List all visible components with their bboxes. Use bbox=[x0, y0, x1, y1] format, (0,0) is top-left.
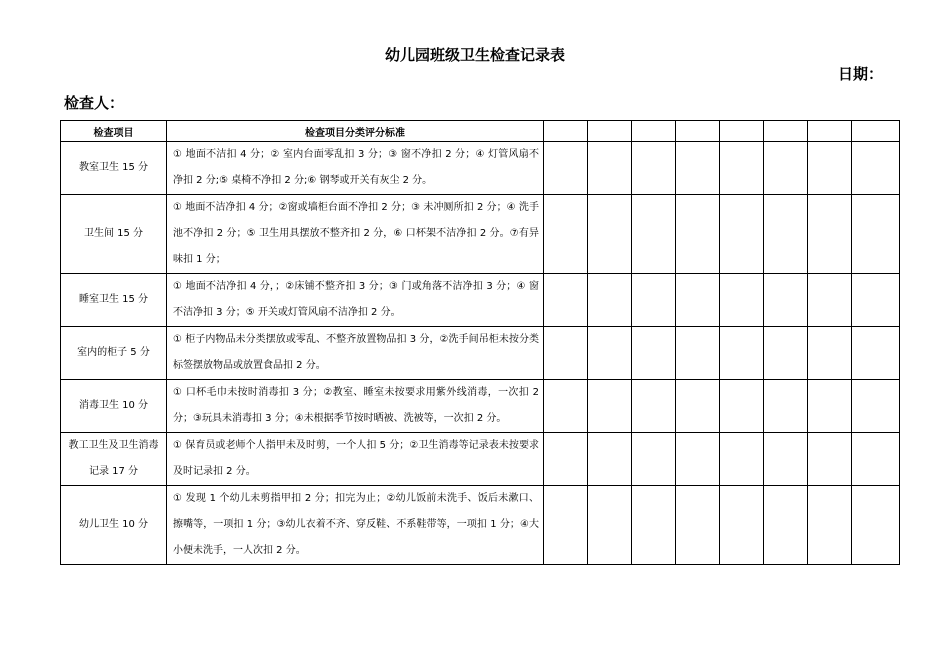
score-entry-cell[interactable] bbox=[544, 380, 588, 433]
inspection-item-cell: 卫生间 15 分 bbox=[61, 195, 167, 274]
header-blank-cell bbox=[720, 121, 764, 142]
date-label: 日期： bbox=[838, 65, 884, 83]
score-entry-cell[interactable] bbox=[632, 195, 676, 274]
score-entry-cell[interactable] bbox=[808, 380, 852, 433]
score-entry-cell[interactable] bbox=[632, 274, 676, 327]
header-blank-cell bbox=[632, 121, 676, 142]
score-entry-cell[interactable] bbox=[544, 142, 588, 195]
score-entry-cell[interactable] bbox=[544, 274, 588, 327]
score-entry-cell[interactable] bbox=[588, 142, 632, 195]
score-entry-cell[interactable] bbox=[676, 142, 720, 195]
table-row bbox=[61, 380, 900, 433]
header-blank-cell bbox=[676, 121, 720, 142]
score-entry-cell[interactable] bbox=[588, 380, 632, 433]
scoring-standard-cell: ① 口杯毛巾未按时消毒扣 3 分；②教室、睡室未按要求用紫外线消毒，一次扣 2 分；③玩具未消毒扣 3 分；④未根据季节按时晒被、洗被等，一次扣 2 分。 bbox=[167, 380, 544, 433]
score-entry-cell[interactable] bbox=[852, 274, 900, 327]
score-entry-cell[interactable] bbox=[852, 195, 900, 274]
header-item: 检查项目 bbox=[61, 121, 167, 142]
scoring-standard-cell: ① 发现 1 个幼儿未剪指甲扣 2 分；扣完为止；②幼儿饭前未洗手、饭后未漱口、擦嘴等，一项扣 1 分；③幼儿衣着不齐、穿反鞋、不系鞋带等，一项扣 1 分；④大小便未洗手，一人次扣 2 分。 bbox=[167, 486, 544, 565]
score-entry-cell[interactable] bbox=[764, 274, 808, 327]
score-entry-cell[interactable] bbox=[852, 327, 900, 380]
score-entry-cell[interactable] bbox=[852, 486, 900, 565]
score-entry-cell[interactable] bbox=[588, 327, 632, 380]
score-entry-cell[interactable] bbox=[676, 327, 720, 380]
score-entry-cell[interactable] bbox=[720, 433, 764, 486]
score-entry-cell[interactable] bbox=[544, 433, 588, 486]
score-entry-cell[interactable] bbox=[720, 486, 764, 565]
inspection-item-cell: 教工卫生及卫生消毒记录 17 分 bbox=[61, 433, 167, 486]
score-entry-cell[interactable] bbox=[808, 142, 852, 195]
score-entry-cell[interactable] bbox=[676, 274, 720, 327]
scoring-standard-cell: ① 地面不洁净扣 4 分；②窗或墙柜台面不净扣 2 分；③ 未冲厕所扣 2 分；④ 洗手池不净扣 2 分；⑤ 卫生用具摆放不整齐扣 2 分，⑥ 口杯架不洁净扣 2 分。⑦有异味扣 1 分； bbox=[167, 195, 544, 274]
score-entry-cell[interactable] bbox=[632, 433, 676, 486]
score-entry-cell[interactable] bbox=[808, 327, 852, 380]
score-entry-cell[interactable] bbox=[676, 195, 720, 274]
score-entry-cell[interactable] bbox=[676, 486, 720, 565]
inspection-table bbox=[60, 120, 900, 565]
score-entry-cell[interactable] bbox=[852, 142, 900, 195]
score-entry-cell[interactable] bbox=[588, 486, 632, 565]
header-blank-cell bbox=[852, 121, 900, 142]
score-entry-cell[interactable] bbox=[544, 486, 588, 565]
header-blank-cell bbox=[544, 121, 588, 142]
header-blank-cell bbox=[808, 121, 852, 142]
score-entry-cell[interactable] bbox=[676, 380, 720, 433]
score-entry-cell[interactable] bbox=[632, 380, 676, 433]
inspector-label: 检查人： bbox=[64, 94, 125, 112]
inspection-item-cell: 消毒卫生 10 分 bbox=[61, 380, 167, 433]
score-entry-cell[interactable] bbox=[720, 195, 764, 274]
score-entry-cell[interactable] bbox=[764, 486, 808, 565]
table-row bbox=[61, 274, 900, 327]
inspection-item-cell: 教室卫生 15 分 bbox=[61, 142, 167, 195]
page-title: 幼儿园班级卫生检查记录表 bbox=[384, 46, 565, 64]
score-entry-cell[interactable] bbox=[764, 327, 808, 380]
score-entry-cell[interactable] bbox=[632, 142, 676, 195]
header-blank-cell bbox=[764, 121, 808, 142]
score-entry-cell[interactable] bbox=[764, 433, 808, 486]
table-header-row bbox=[61, 121, 900, 142]
score-entry-cell[interactable] bbox=[720, 327, 764, 380]
score-entry-cell[interactable] bbox=[764, 380, 808, 433]
score-entry-cell[interactable] bbox=[808, 433, 852, 486]
scoring-standard-cell: ① 地面不洁扣 4 分；② 室内台面零乱扣 3 分；③ 窗不净扣 2 分；④ 灯管风扇不净扣 2 分;⑤ 桌椅不净扣 2 分;⑥ 钢琴或开关有灰尘 2 分。 bbox=[167, 142, 544, 195]
header-standard: 检查项目分类评分标准 bbox=[167, 121, 544, 142]
score-entry-cell[interactable] bbox=[676, 433, 720, 486]
score-entry-cell[interactable] bbox=[764, 142, 808, 195]
inspection-item-cell: 室内的柜子 5 分 bbox=[61, 327, 167, 380]
inspection-item-cell: 睡室卫生 15 分 bbox=[61, 274, 167, 327]
score-entry-cell[interactable] bbox=[852, 433, 900, 486]
score-entry-cell[interactable] bbox=[808, 274, 852, 327]
table-body bbox=[61, 142, 900, 565]
table-row bbox=[61, 142, 900, 195]
score-entry-cell[interactable] bbox=[852, 380, 900, 433]
score-entry-cell[interactable] bbox=[632, 327, 676, 380]
score-entry-cell[interactable] bbox=[808, 195, 852, 274]
score-entry-cell[interactable] bbox=[808, 486, 852, 565]
score-entry-cell[interactable] bbox=[720, 142, 764, 195]
score-entry-cell[interactable] bbox=[632, 486, 676, 565]
inspection-item-cell: 幼儿卫生 10 分 bbox=[61, 486, 167, 565]
table-row bbox=[61, 486, 900, 565]
scoring-standard-cell: ① 地面不洁净扣 4 分，；②床铺不整齐扣 3 分；③ 门或角落不洁净扣 3 分；④ 窗不洁净扣 3 分；⑤ 开关或灯管风扇不洁净扣 2 分。 bbox=[167, 274, 544, 327]
table-row bbox=[61, 195, 900, 274]
table-row bbox=[61, 327, 900, 380]
score-entry-cell[interactable] bbox=[544, 195, 588, 274]
scoring-standard-cell: ① 保育员或老师个人指甲未及时剪，一个人扣 5 分；②卫生消毒等记录表未按要求及时记录扣 2 分。 bbox=[167, 433, 544, 486]
table-row bbox=[61, 433, 900, 486]
score-entry-cell[interactable] bbox=[720, 380, 764, 433]
score-entry-cell[interactable] bbox=[588, 195, 632, 274]
header-blank-cell bbox=[588, 121, 632, 142]
scoring-standard-cell: ① 柜子内物品未分类摆放或零乱、不整齐放置物品扣 3 分，②洗手间吊柜未按分类标签摆放物品或放置食品扣 2 分。 bbox=[167, 327, 544, 380]
score-entry-cell[interactable] bbox=[588, 433, 632, 486]
score-entry-cell[interactable] bbox=[544, 327, 588, 380]
score-entry-cell[interactable] bbox=[588, 274, 632, 327]
score-entry-cell[interactable] bbox=[764, 195, 808, 274]
score-entry-cell[interactable] bbox=[720, 274, 764, 327]
